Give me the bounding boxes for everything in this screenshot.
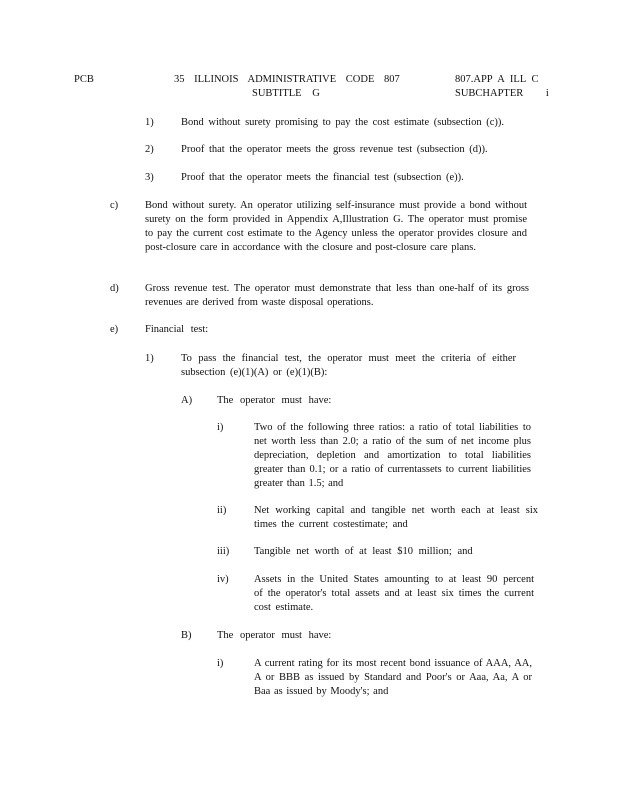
- item-text: Proof that the operator meets the financial test (subsection (e)).: [181, 172, 464, 183]
- item-label: A): [181, 395, 193, 406]
- item-label: 1): [145, 117, 154, 128]
- paragraph-bond-without-surety: Bond without surety. An operator utilizing self-insurance must provide a bond without surety on the form provided in Appendix A,Illustration G. The operator must promise to pay the current cost estimate to the Agency unless the operator provides closure and post-closure care in accordance with the closure and post-closure care plans.: [145, 200, 527, 253]
- item-label: iii): [217, 546, 230, 557]
- agency-label: PCB: [74, 74, 94, 85]
- item-text: The operator must have:: [217, 395, 332, 406]
- item-text: Proof that the operator meets the gross revenue test (subsection (d)).: [181, 144, 488, 155]
- item-label: i): [217, 658, 224, 669]
- item-text: Bond without surety promising to pay the cost estimate (subsection (c)).: [181, 117, 504, 128]
- item-text: Net working capital and tangible net worth each at least six times the current costestimate; and: [254, 505, 538, 530]
- item-text: Tangible net worth of at least $10 million; and: [254, 546, 473, 557]
- item-label: 3): [145, 172, 154, 183]
- item-label: iv): [217, 574, 229, 585]
- paragraph-gross-revenue-test: Gross revenue test. The operator must demonstrate that less than one-half of its gross revenues are derived from waste disposal operations.: [145, 283, 529, 308]
- item-text: The operator must have:: [217, 630, 332, 641]
- item-label: 2): [145, 144, 154, 155]
- code-title: 35 ILLINOIS ADMINISTRATIVE CODE 807: [174, 74, 400, 85]
- item-text: Two of the following three ratios: a ratio of total liabilities to net worth less than 2.0; a ratio of the sum of net income plus depreciation, depletion and amortization to total liabilities greater than 0.1; or a ratio of currentassets to current liabilities greater than 1.5; and: [254, 422, 531, 489]
- item-label: d): [110, 283, 119, 294]
- item-label: B): [181, 630, 192, 641]
- item-label: e): [110, 324, 119, 335]
- item-text: Assets in the United States amounting to at least 90 percent of the operator's total assets and at least six times the current cost estimate.: [254, 574, 534, 613]
- subtitle: SUBTITLE G: [252, 88, 320, 99]
- item-label: c): [110, 200, 119, 211]
- item-label: i): [217, 422, 224, 433]
- item-text: To pass the financial test, the operator must meet the criteria of either subsection (e)(1)(A) or (e)(1)(B):: [181, 353, 516, 378]
- item-label: ii): [217, 505, 227, 516]
- paragraph-financial-test: Financial test:: [145, 324, 209, 335]
- item-label: 1): [145, 353, 154, 364]
- section-id: 807.APP A ILL C: [455, 74, 539, 85]
- item-text: A current rating for its most recent bond issuance of AAA, AA, A or BBB as issued by Standard and Poor's or Aaa, Aa, A or Baa as issued by Moody's; and: [254, 658, 532, 697]
- subchapter: SUBCHAPTER i: [455, 88, 549, 99]
